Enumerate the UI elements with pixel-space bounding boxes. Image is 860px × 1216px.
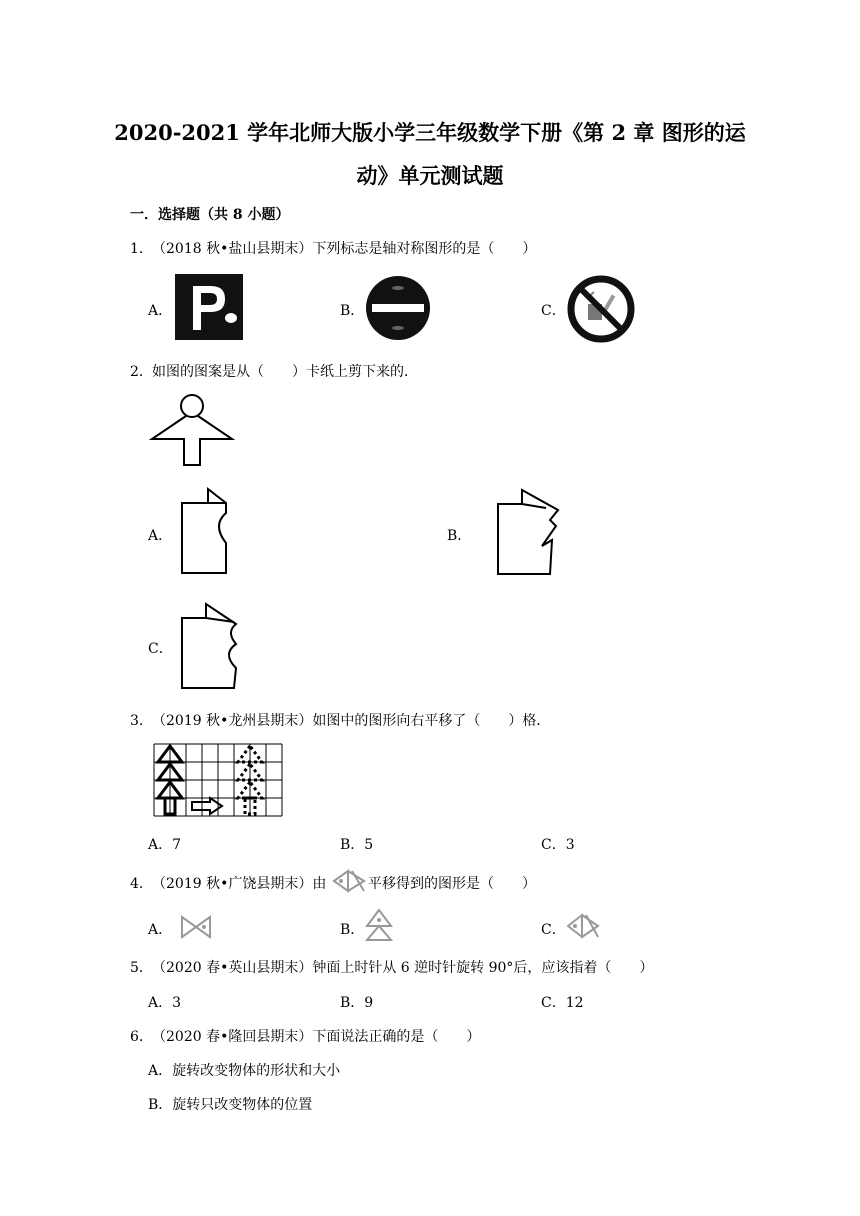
q3-option-a: A．7 [148, 837, 182, 853]
q2-option-b-label: B． [447, 528, 472, 544]
q3-option-c: C．3 [541, 837, 575, 853]
q2-stem: 如图的图案是从（ ）卡纸上剪下来的． [152, 364, 418, 380]
q3-number: 3． [130, 713, 153, 729]
q4-option-b-label: B． [340, 922, 365, 938]
q5-option-b: B．9 [340, 995, 374, 1011]
q1-option-b-label: B． [340, 303, 365, 319]
q6-option-a: A．旋转改变物体的形状和大小 [148, 1063, 341, 1079]
q1-stem: （2018 秋•盐山县期末）下列标志是轴对称图形的是（ ） [152, 241, 537, 257]
q2-number: 2． [130, 364, 153, 380]
q2-option-c-label: C． [148, 641, 173, 657]
folded-paper-b-icon [496, 488, 566, 576]
q6-number: 6． [130, 1029, 153, 1045]
fish-left-option-icon [566, 912, 600, 940]
q3-stem: （2019 秋•龙州县期末）如图中的图形向右平移了（ ）格． [152, 713, 551, 729]
fish-left-icon [332, 868, 366, 894]
q4-option-c-label: C． [541, 922, 566, 938]
q5-stem: （2020 春•英山县期末）钟面上时针从 6 逆时针旋转 90°后，应该指着（ ） [152, 960, 654, 976]
doc-title-line2: 动》单元测试题 [356, 163, 504, 188]
q1-option-a-label: A． [148, 303, 173, 319]
doc-title-line1: 2020-2021 学年北师大版小学三年级数学下册《第 2 章 图形的运 [114, 120, 746, 145]
q4-number: 4． [130, 876, 153, 892]
q4-stem-part2: 平移得到的图形是（ ） [368, 876, 536, 892]
fish-right-icon [180, 914, 214, 940]
q1-number: 1． [130, 241, 153, 257]
translation-grid-figure [152, 742, 286, 818]
q4-stem-part1: （2019 秋•广饶县期末）由 [152, 876, 327, 892]
parking-sign-icon [175, 274, 243, 340]
q6-option-b: B．旋转只改变物体的位置 [148, 1097, 313, 1113]
q5-option-c: C．12 [541, 995, 584, 1011]
q2-option-a-label: A． [148, 528, 173, 544]
section-heading: 一．选择题（共 8 小题） [130, 207, 290, 223]
q4-option-a-label: A． [148, 922, 173, 938]
folded-paper-a-icon [180, 487, 250, 575]
folded-paper-c-icon [180, 602, 250, 690]
q3-option-b: B．5 [340, 837, 374, 853]
no-entry-sign-icon [364, 274, 432, 342]
q5-option-a: A．3 [148, 995, 182, 1011]
q1-option-c-label: C． [541, 303, 566, 319]
fish-up-icon [364, 908, 394, 942]
no-smoking-sign-icon [566, 274, 636, 344]
q6-stem: （2020 春•隆回县期末）下面说法正确的是（ ） [152, 1029, 481, 1045]
q5-number: 5． [130, 960, 153, 976]
cutout-figure [150, 393, 234, 467]
